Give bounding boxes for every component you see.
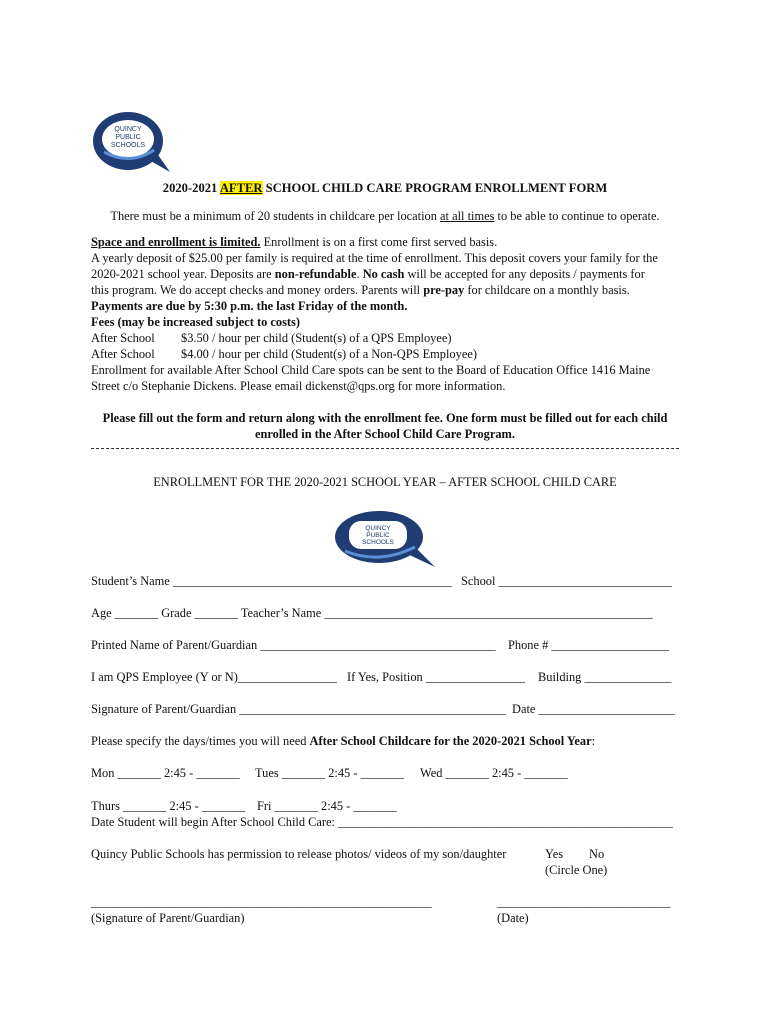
days-post: :	[591, 734, 596, 748]
fee1-label: After School	[91, 331, 155, 345]
qps-logo-bottom	[331, 507, 437, 569]
instructions-line-1: Please fill out the form and return along with the enrollment fee. One form must be filled out for each child	[102, 411, 668, 425]
days-instruction	[91, 733, 595, 749]
school-field[interactable]: School ____________________________	[461, 574, 672, 588]
info-limited: Space and enrollment is limited.	[91, 235, 261, 249]
title-pre: 2020-2021	[162, 181, 220, 195]
start-date-field[interactable]: Date Student will begin After School Child Care: ______________________________________________________	[91, 815, 673, 829]
phone-field[interactable]: Phone # ___________________	[508, 638, 670, 652]
info-l9: Enrollment for available After School Child Care spots can be sent to the Board of Education Office 1416 Maine	[91, 363, 651, 377]
intro-pre: There must be a minimum of 20 students in childcare per location	[110, 209, 441, 223]
section-title: ENROLLMENT FOR THE 2020-2021 SCHOOL YEAR – AFTER SCHOOL CHILD CARE	[153, 475, 617, 489]
title-highlight: AFTER	[219, 181, 263, 195]
info-prepay: pre-pay	[423, 283, 465, 297]
monday-time-field[interactable]: Mon _______ 2:45 - _______	[91, 766, 240, 780]
title-post: SCHOOL CHILD CARE PROGRAM ENROLLMENT FORM	[262, 181, 608, 195]
final-date-label: (Date)	[497, 911, 529, 925]
photo-release-yes[interactable]: Yes	[545, 847, 564, 861]
info-l4-a: this program. We do accept checks and money orders. Parents will	[91, 283, 424, 297]
fee-row-qps	[91, 330, 691, 346]
info-l3-c: .	[356, 267, 363, 281]
info-l4-c: for childcare on a monthly basis.	[464, 283, 630, 297]
instructions-line-2: enrolled in the After School Child Care Program.	[255, 427, 515, 441]
info-l2: A yearly deposit of $25.00 per family is required at the time of enrollment. This deposit covers your family for the	[91, 251, 658, 265]
qps-employee-field[interactable]: I am QPS Employee (Y or N)________________	[91, 670, 337, 684]
info-nonrefundable: non-refundable	[274, 267, 357, 281]
qps-logo-top	[90, 108, 176, 176]
info-l10: Street c/o Stephanie Dickens. Please email dickenst@qps.org for more information.	[91, 379, 506, 393]
parent-name-field[interactable]: Printed Name of Parent/Guardian ______________________________________	[91, 638, 496, 652]
position-field[interactable]: If Yes, Position ________________	[347, 670, 525, 684]
circle-one-label: (Circle One)	[545, 863, 608, 877]
logo-text-3: SCHOOLS	[110, 142, 146, 149]
photo-release-no[interactable]: No	[589, 847, 605, 861]
logo-text-1: QUINCY	[114, 126, 142, 133]
tuesday-time-field[interactable]: Tues _______ 2:45 - _______	[255, 766, 404, 780]
days-pre: Please specify the days/times you will need	[91, 734, 310, 748]
student-name-field[interactable]: Student’s Name _____________________________________________	[91, 574, 452, 588]
info-block	[91, 234, 691, 394]
final-signature-label: (Signature of Parent/Guardian)	[91, 911, 245, 925]
building-field[interactable]: Building ______________	[538, 670, 672, 684]
logo2-text-2: PUBLIC	[366, 532, 390, 539]
info-no-cash: No cash	[362, 267, 405, 281]
final-signature-line[interactable]: _______________________________________________________	[91, 895, 432, 909]
intro-post: to be able to continue to operate.	[494, 209, 660, 223]
intro-line	[0, 208, 770, 224]
fee2-value: $4.00 / hour per child (Student(s) of a Non-QPS Employee)	[181, 347, 477, 361]
fee-row-nonqps	[91, 346, 691, 362]
thursday-time-field[interactable]: Thurs _______ 2:45 - _______	[91, 799, 246, 813]
friday-time-field[interactable]: Fri _______ 2:45 - _______	[257, 799, 397, 813]
age-grade-teacher-field[interactable]: Age _______ Grade _______ Teacher’s Name _____________________________________________________	[91, 606, 653, 620]
intro-underlined: at all times	[440, 209, 495, 223]
date-field[interactable]: Date ______________________	[512, 702, 675, 716]
info-l3-a: 2020-2021 school year. Deposits are	[91, 267, 275, 281]
signature-field[interactable]: Signature of Parent/Guardian ___________________________________________	[91, 702, 506, 716]
logo2-text-3: SCHOOLS	[362, 539, 394, 546]
info-l1-rest: Enrollment is on a first come first served basis.	[260, 235, 498, 249]
page-title	[0, 180, 770, 196]
info-payments-due: Payments are due by 5:30 p.m. the last Friday of the month.	[91, 299, 408, 313]
info-l3-e: will be accepted for any deposits / payments for	[404, 267, 645, 281]
photo-release-text: Quincy Public Schools has permission to release photos/ videos of my son/daughter	[91, 847, 507, 861]
final-date-line[interactable]: ____________________________	[497, 895, 671, 909]
fee2-label: After School	[91, 347, 155, 361]
fee1-value: $3.50 / hour per child (Student(s) of a QPS Employee)	[181, 331, 452, 345]
wednesday-time-field[interactable]: Wed _______ 2:45 - _______	[420, 766, 568, 780]
days-bold: After School Childcare for the 2020-2021 School Year	[309, 734, 592, 748]
logo2-text-1: QUINCY	[365, 525, 391, 532]
cut-line	[91, 448, 679, 449]
logo-text-2: PUBLIC	[115, 134, 141, 141]
info-fees-heading: Fees (may be increased subject to costs)	[91, 315, 300, 329]
